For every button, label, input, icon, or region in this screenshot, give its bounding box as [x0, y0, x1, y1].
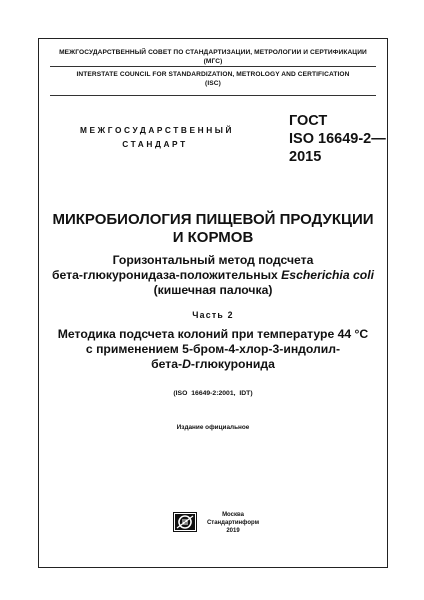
council-name-en: [38, 70, 388, 88]
header-divider-2: [50, 95, 376, 96]
publisher-info: [203, 511, 263, 535]
method-line1: Методика подсчета колоний при температуре 44 °С: [57, 327, 369, 341]
method-line2: с применением 5-бром-4-хлор-3-индолил-: [85, 342, 341, 356]
standartinform-logo-icon: [173, 512, 197, 532]
gost-label: ГОСТ: [289, 113, 328, 129]
iso-reference: (ISO 16649-2:2001, IDT): [173, 390, 253, 397]
publisher-city: Москва: [222, 512, 244, 518]
method-line3-suffix: -глюкуронида: [190, 357, 275, 371]
document-subtitle: [38, 253, 388, 298]
council-ru-line1: МЕЖГОСУДАРСТВЕННЫЙ СОВЕТ ПО СТАНДАРТИЗАЦИИ, МЕТРОЛОГИИ И СЕРТИФИКАЦИИ: [59, 49, 367, 56]
part-number: Часть 2: [192, 310, 234, 320]
edition-label: Издание официальное: [176, 424, 250, 431]
subtitle-line1: Горизонтальный метод подсчета: [112, 253, 314, 267]
gost-designation: [289, 112, 386, 166]
council-ru-line2: (МГС): [203, 58, 223, 65]
subtitle-line2: [38, 268, 388, 283]
council-en-line1: INTERSTATE COUNCIL FOR STANDARDIZATION, METROLOGY AND CERTIFICATION: [76, 71, 350, 78]
publisher-name: Стандартинформ: [206, 520, 260, 526]
standard-type-line1: МЕЖГОСУДАРСТВЕННЫЙ: [80, 125, 235, 135]
method-line3-italic: D: [182, 357, 191, 371]
gost-number: ISO 16649-2—: [289, 131, 386, 147]
header-divider-1: [50, 66, 376, 67]
method-line3: [38, 357, 388, 372]
document-title: [38, 211, 388, 247]
title-line2: И КОРМОВ: [172, 229, 254, 246]
subtitle-line2-prefix: бета-глюкуронидаза-положительных: [52, 268, 282, 282]
publisher-year: 2019: [226, 528, 240, 534]
method-title: [38, 327, 388, 372]
council-en-line2: (ISC): [205, 80, 221, 87]
standard-type: [80, 123, 235, 151]
subtitle-line3: (кишечная палочка): [153, 283, 273, 297]
title-line1: МИКРОБИОЛОГИЯ ПИЩЕВОЙ ПРОДУКЦИИ: [52, 211, 374, 228]
gost-year: 2015: [289, 149, 322, 165]
council-name-ru: [38, 48, 388, 66]
standard-type-line2: СТАНДАРТ: [122, 139, 188, 149]
organism-name: Escherichia coli: [281, 268, 374, 282]
method-line3-prefix: бета-: [151, 357, 183, 371]
